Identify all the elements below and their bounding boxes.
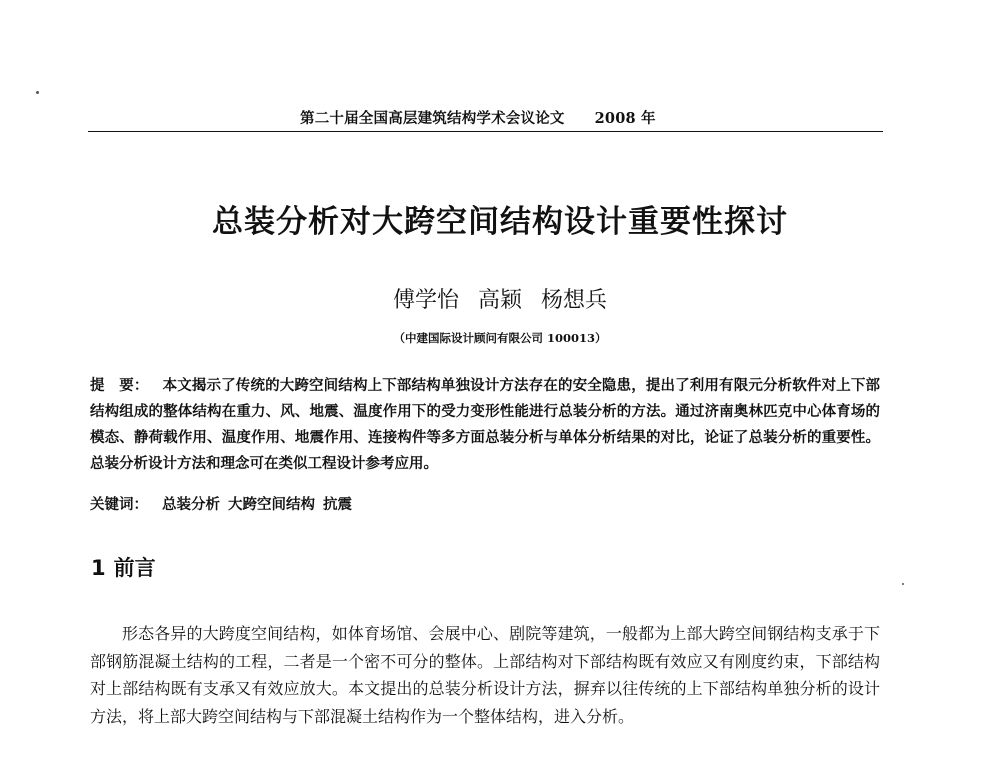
keyword: 总装分析 [162,496,220,513]
abstract-label: 提 要： [90,377,149,394]
author-name: 傅学怡 [392,288,459,313]
keyword: 大跨空间结构 [228,496,315,513]
section-heading [91,552,156,582]
author-name: 高颖 [477,288,522,313]
keyword: 抗震 [323,496,352,513]
body-paragraph: 形态各异的大跨度空间结构，如体育场馆、会展中心、剧院等建筑，一般都为上部大跨空间钢结构支承于下部钢筋混凝土结构的工程，二者是一个密不可分的整体。上部结构对下部结构既有效应又有刚度约束，下部结构对上部结构既有支承又有效应放大。本文提出的总装分析设计方法，摒弃以往传统的上下部结构单独分析的设计方法，将上部大跨空间结构与下部混凝土结构作为一个整体结构，进入分析。 [90,624,880,726]
keywords-label: 关键词： [90,496,148,513]
author-name: 杨想兵 [541,288,608,313]
scan-speck [902,583,904,585]
header-rule [88,131,883,132]
keywords [90,493,352,514]
conference-name: 第二十届全国高层建筑结构学术会议论文 [300,110,565,127]
running-header [300,107,656,128]
conference-year: 2008 年 [594,110,656,127]
paper-title: 总装分析对大跨空间结构设计重要性探讨 [212,204,788,240]
author-affiliation: （中建国际设计顾问有限公司 100013） [393,331,607,345]
author-list [0,283,1000,314]
abstract [90,373,880,477]
scan-speck [36,91,39,94]
section-number: 1 [91,556,106,580]
abstract-text: 本文揭示了传统的大跨空间结构上下部结构单独设计方法存在的安全隐患，提出了利用有限元分析软件对上下部结构组成的整体结构在重力、风、地震、温度作用下的受力变形性能进行总装分析的方法。通过济南奥林匹克中心体育场的模态、静荷载作用、温度作用、地震作用、连接构件等多方面总装分析与单体分析结果的对比，论证了总装分析的重要性。总装分析设计方法和理念可在类似工程设计参考应用。 [90,377,880,472]
section-title: 前言 [113,556,156,580]
